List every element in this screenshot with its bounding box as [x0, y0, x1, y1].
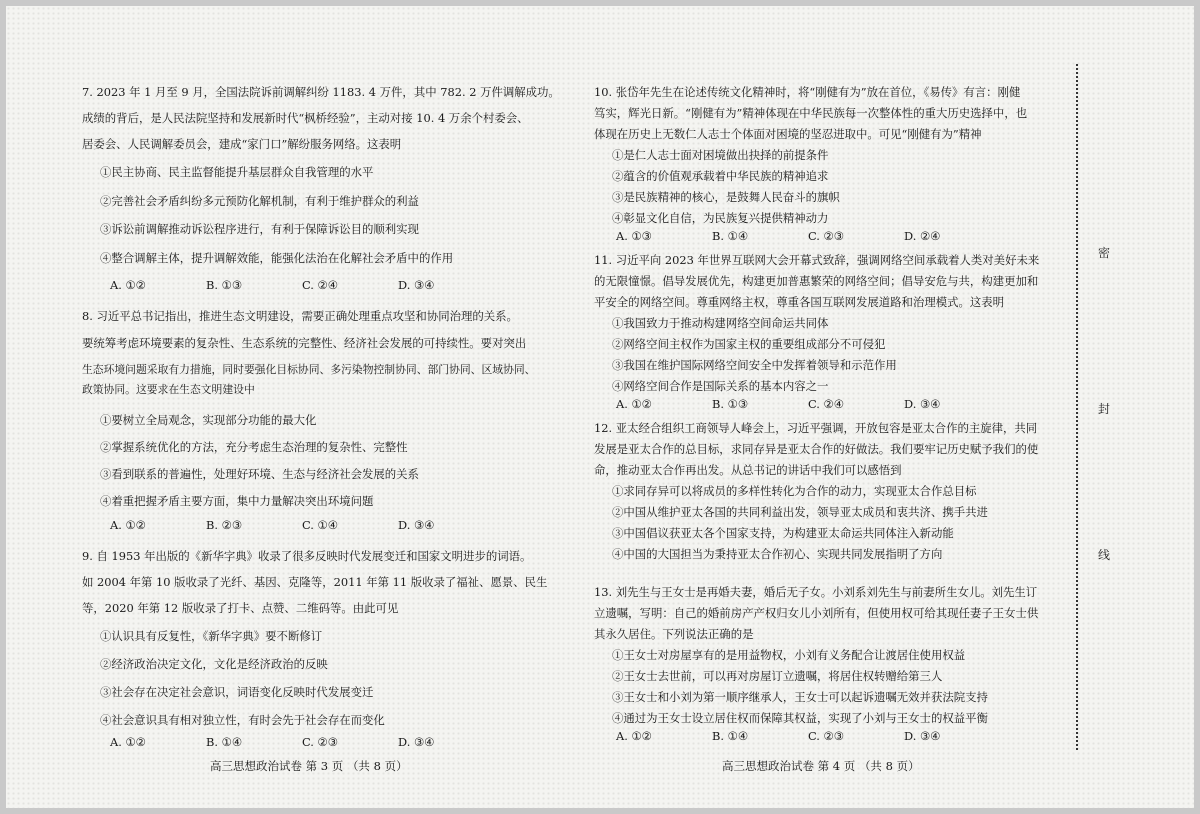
seal-char: 线 — [1098, 548, 1111, 562]
answer-choice: A. ①② — [616, 397, 652, 411]
q10-option: ③是民族精神的核心，是鼓舞人民奋斗的旗帜 — [612, 190, 840, 204]
q8-option: ④着重把握矛盾主要方面，集中力量解决突出环境问题 — [100, 494, 374, 508]
q12-option: ②中国从维护亚太各国的共同利益出发，领导亚太成员和衷共济、携手共进 — [612, 505, 988, 519]
q11-option: ②网络空间主权作为国家主权的重要组成部分不可侵犯 — [612, 337, 886, 351]
q10-answers — [616, 229, 1000, 243]
q10-stem-line: 10. 张岱年先生在论述传统文化精神时，将“刚健有为”放在首位，《易传》有言：刚健 — [594, 85, 1021, 99]
q12-stem-line: 发展是亚太合作的总目标，求同存异是亚太合作的好做法。我们要牢记历史赋予我们的使 — [594, 442, 1039, 456]
page-3-footer: 高三思想政治试卷 第 3 页 （共 8 页） — [210, 759, 408, 773]
q8-stem-line: 生态环境问题采取有力措施，同时要强化目标协同、多污染物控制协同、部门协同、区域协同、 — [82, 363, 536, 376]
q13-stem-line: 13. 刘先生与王女士是再婚夫妻，婚后无子女。小刘系刘先生与前妻所生女儿。刘先生订 — [594, 585, 1038, 599]
answer-choice: D. ③④ — [398, 518, 435, 532]
q8-option: ③看到联系的普遍性，处理好环境、生态与经济社会发展的关系 — [100, 467, 419, 481]
q11-option: ①我国致力于推动构建网络空间命运共同体 — [612, 316, 829, 330]
page-4-footer: 高三思想政治试卷 第 4 页 （共 8 页） — [722, 759, 920, 773]
answer-choice: B. ①③ — [206, 278, 243, 292]
q10-stem-line: 笃实，辉光日新。“刚健有为”精神体现在中华民族每一次整体性的重大历史选择中，也 — [594, 106, 1028, 120]
q9-option: ②经济政治决定文化，文化是经济政治的反映 — [100, 657, 328, 671]
answer-choice: D. ③④ — [904, 397, 941, 411]
q8-stem-line: 政策协同。这要求在生态文明建设中 — [82, 383, 255, 396]
answer-choice: D. ③④ — [398, 278, 435, 292]
q9-answers — [110, 735, 494, 749]
q8-stem-line: 8. 习近平总书记指出，推进生态文明建设，需要正确处理重点攻坚和协同治理的关系。 — [82, 309, 518, 323]
q13-option: ①王女士对房屋享有的是用益物权，小刘有义务配合让渡居住使用权益 — [612, 648, 966, 662]
q10-option: ②蕴含的价值观承载着中华民族的精神追求 — [612, 169, 829, 183]
answer-choice: D. ③④ — [398, 735, 435, 749]
q11-stem-line: 11. 习近平向 2023 年世界互联网大会开幕式致辞，强调网络空间承载着人类对美好未来 — [594, 253, 1040, 267]
seal-char: 封 — [1098, 402, 1111, 416]
answer-choice: B. ①③ — [712, 397, 749, 411]
answer-choice: A. ①② — [110, 735, 146, 749]
q12-stem-line: 12. 亚太经合组织工商领导人峰会上，习近平强调，开放包容是亚太合作的主旋律，共同 — [594, 421, 1038, 435]
answer-choice: C. ①④ — [302, 518, 338, 532]
q13-stem-line: 立遗嘱，写明：自己的婚前房产产权归女儿小刘所有，但使用权可给其现任妻子王女士供 — [594, 606, 1039, 620]
seal-char: 密 — [1098, 246, 1111, 260]
answer-choice: D. ②④ — [904, 229, 941, 243]
q8-answers — [110, 518, 494, 532]
q7-option: ②完善社会矛盾纠纷多元预防化解机制，有利于维护群众的利益 — [100, 194, 419, 208]
seal-line — [1076, 64, 1078, 750]
q9-stem-line: 如 2004 年第 10 版收录了光纤、基因、克隆等，2011 年第 11 版收录了福祉、愿景、民生 — [82, 575, 548, 589]
answer-choice: B. ①④ — [206, 735, 243, 749]
q8-stem-line: 要统筹考虑环境要素的复杂性、生态系统的完整性、经济社会发展的可持续性。要对突出 — [82, 336, 527, 350]
answer-choice: C. ②③ — [808, 229, 844, 243]
q12-option: ③中国倡议获亚太各个国家支持，为构建亚太命运共同体注入新动能 — [612, 526, 954, 540]
q8-option: ②掌握系统优化的方法，充分考虑生态治理的复杂性、完整性 — [100, 440, 408, 454]
q7-stem-line: 7. 2023 年 1 月至 9 月，全国法院诉前调解纠纷 1183. 4 万件，其中 782. 2 万件调解成功。 — [82, 85, 560, 99]
q7-answers — [110, 278, 494, 292]
q13-option: ③王女士和小刘为第一顺序继承人，王女士可以起诉遗嘱无效并获法院支持 — [612, 690, 988, 704]
answer-choice: C. ②④ — [808, 397, 844, 411]
q12-option: ④中国的大国担当为秉持亚太合作初心、实现共同发展指明了方向 — [612, 547, 943, 561]
q12-stem-line: 命，推动亚太合作再出发。从总书记的讲话中我们可以感悟到 — [594, 463, 902, 477]
exam-sheet — [6, 6, 1194, 808]
q8-option: ①要树立全局观念，实现部分功能的最大化 — [100, 413, 317, 427]
answer-choice: D. ③④ — [904, 729, 941, 743]
q13-stem-line: 其永久居住。下列说法正确的是 — [594, 627, 754, 641]
q11-option: ④网络空间合作是国际关系的基本内容之一 — [612, 379, 829, 393]
q7-option: ④整合调解主体，提升调解效能，能强化法治在化解社会矛盾中的作用 — [100, 251, 454, 265]
q10-option: ④彰显文化自信，为民族复兴提供精神动力 — [612, 211, 829, 225]
q7-option: ③诉讼前调解推动诉讼程序进行，有利于保障诉讼目的顺利实现 — [100, 222, 419, 236]
answer-choice: A. ①② — [616, 729, 652, 743]
answer-choice: C. ②④ — [302, 278, 338, 292]
q11-option: ③我国在维护国际网络空间安全中发挥着领导和示范作用 — [612, 358, 897, 372]
answer-choice: C. ②③ — [808, 729, 844, 743]
q7-stem-line: 成绩的背后，是人民法院坚持和发展新时代“枫桥经验”，主动对接 10. 4 万余个村委会、 — [82, 111, 529, 125]
answer-choice: B. ②③ — [206, 518, 243, 532]
q13-option: ④通过为王女士设立居住权而保障其权益，实现了小刘与王女士的权益平衡 — [612, 711, 988, 725]
answer-choice: B. ①④ — [712, 229, 749, 243]
q11-stem-line: 的无限憧憬。倡导发展优先，构建更加普惠繁荣的网络空间；倡导安危与共，构建更加和 — [594, 274, 1039, 288]
q11-stem-line: 平安全的网络空间。尊重网络主权，尊重各国互联网发展道路和治理模式。这表明 — [594, 295, 1005, 309]
q10-option: ①是仁人志士面对困境做出抉择的前提条件 — [612, 148, 829, 162]
q9-stem-line: 等，2020 年第 12 版收录了打卡、点赞、二维码等。由此可见 — [82, 601, 399, 615]
answer-choice: A. ①③ — [616, 229, 652, 243]
q13-option: ②王女士去世前，可以再对房屋订立遗嘱，将居住权转赠给第三人 — [612, 669, 943, 683]
q9-option: ③社会存在决定社会意识，词语变化反映时代发展变迁 — [100, 685, 374, 699]
answer-choice: A. ①② — [110, 518, 146, 532]
q7-stem-line: 居委会、人民调解委员会，建成“家门口”解纷服务网络。这表明 — [82, 137, 402, 151]
q12-option: ①求同存异可以将成员的多样性转化为合作的动力，实现亚太合作总目标 — [612, 484, 977, 498]
q9-stem-line: 9. 自 1953 年出版的《新华字典》收录了很多反映时代发展变迁和国家文明进步的词语。 — [82, 549, 532, 563]
answer-choice: A. ①② — [110, 278, 146, 292]
q11-answers — [616, 397, 1000, 411]
q10-stem-line: 体现在历史上无数仁人志士个体面对困境的坚忍进取中。可见“刚健有为”精神 — [594, 127, 982, 141]
q7-option: ①民主协商、民主监督能提升基层群众自我管理的水平 — [100, 165, 374, 179]
answer-choice: B. ①④ — [712, 729, 749, 743]
q9-option: ①认识具有反复性，《新华字典》要不断修订 — [100, 629, 323, 643]
answer-choice: C. ②③ — [302, 735, 338, 749]
q13-answers — [616, 729, 1000, 743]
q9-option: ④社会意识具有相对独立性，有时会先于社会存在而变化 — [100, 713, 385, 727]
